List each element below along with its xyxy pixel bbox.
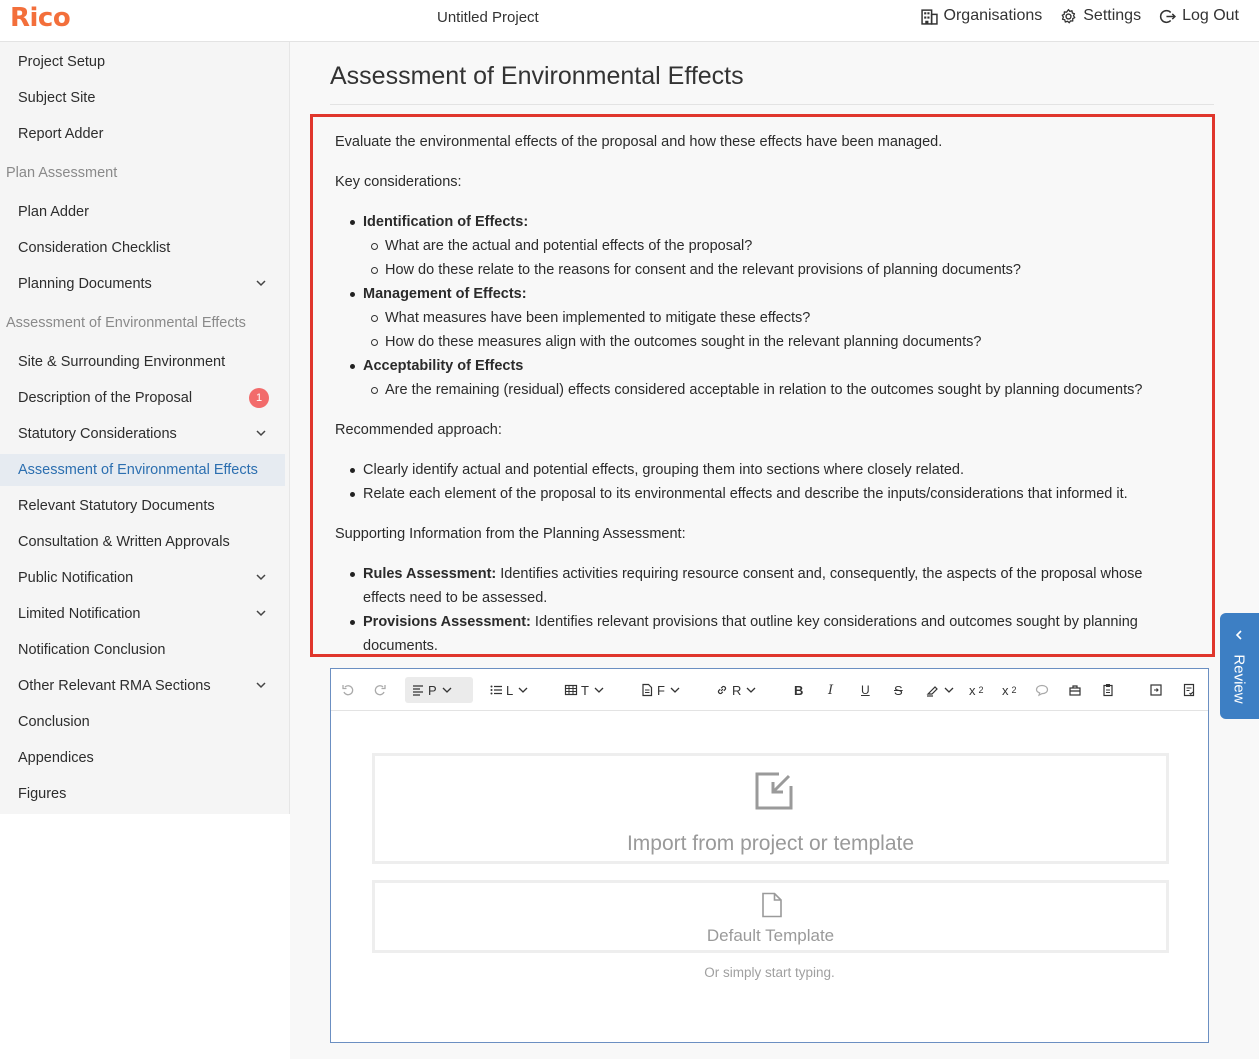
bold-button[interactable]: B — [794, 682, 804, 698]
guidance-panel — [310, 114, 1215, 657]
reference-label: R — [732, 682, 742, 698]
approach-heading: Recommended approach: — [335, 422, 502, 438]
chevron-left-icon — [1233, 629, 1245, 641]
italic-button[interactable]: I — [828, 682, 834, 698]
sidebar-item-label: Limited Notification — [18, 606, 141, 622]
toolbox-button[interactable] — [1068, 677, 1082, 703]
sidebar-item-limited-notification[interactable] — [0, 598, 285, 630]
subscript-label: x — [1002, 682, 1009, 698]
rich-text-editor[interactable] — [330, 668, 1209, 1043]
superscript-label: x — [969, 682, 976, 698]
chevron-down-icon[interactable] — [255, 679, 267, 691]
undo-button[interactable] — [341, 677, 355, 703]
clipboard-icon — [1101, 683, 1115, 697]
chevron-down-icon — [668, 683, 682, 697]
notification-badge: 1 — [249, 388, 269, 408]
supporting-heading: Supporting Information from the Planning Assessment: — [335, 526, 686, 542]
logout-link[interactable] — [1159, 7, 1239, 25]
sidebar-item-consultation[interactable] — [0, 526, 285, 558]
supporting-list — [335, 562, 1212, 658]
list-item-title: Provisions Assessment: — [363, 614, 531, 630]
chevron-down-icon[interactable] — [255, 277, 267, 289]
bullet-list-icon — [489, 683, 503, 697]
sidebar-item-label: Notification Conclusion — [18, 642, 166, 658]
sidebar-item-label: Report Adder — [18, 126, 104, 142]
default-template-label: Default Template — [706, 926, 835, 945]
review-doc-button[interactable] — [1182, 677, 1196, 703]
sub-list-item: Are the remaining (residual) effects considered acceptable in relation to the outcomes sought by planning documents? — [363, 378, 1212, 402]
header-nav — [921, 7, 1239, 25]
logout-label: Log Out — [1182, 7, 1239, 24]
sidebar-item-label: Assessment of Environmental Effects — [18, 462, 258, 478]
sidebar-item-label: Planning Documents — [18, 276, 152, 292]
list-item-title: Management of Effects: — [363, 286, 527, 302]
sidebar-item-label: Public Notification — [18, 570, 134, 586]
redo-button[interactable] — [373, 677, 387, 703]
editor-toolbar — [331, 669, 1208, 711]
sidebar-item-label: Project Setup — [18, 54, 106, 70]
sidebar — [0, 42, 290, 814]
chevron-down-icon[interactable] — [255, 607, 267, 619]
strikethrough-button[interactable]: S — [894, 682, 903, 698]
sidebar-footer-space — [0, 814, 290, 1059]
sidebar-item-label: Figures — [18, 786, 67, 802]
superscript-mark: 2 — [978, 685, 984, 695]
table-icon — [564, 683, 578, 697]
sidebar-item-aee-active[interactable] — [0, 454, 285, 486]
chevron-down-icon[interactable] — [255, 427, 267, 439]
comment-icon — [1035, 683, 1049, 697]
app-logo[interactable]: Rico — [10, 3, 71, 33]
table-label: T — [581, 682, 589, 698]
file-dropdown[interactable] — [640, 677, 682, 703]
page-title: Assessment of Environmental Effects — [330, 62, 744, 90]
chevron-down-icon — [592, 683, 606, 697]
sidebar-item-description-proposal[interactable] — [0, 382, 285, 414]
sidebar-item-statutory-considerations[interactable] — [0, 418, 285, 450]
list-item: Clearly identify actual and potential effects, grouping them into sections where closely related. — [335, 458, 1212, 482]
chevron-down-icon — [516, 683, 530, 697]
sidebar-item-plan-adder[interactable] — [0, 196, 285, 228]
sidebar-item-label: Plan Adder — [18, 204, 89, 220]
link-icon — [715, 683, 729, 697]
sidebar-item-label: Consideration Checklist — [18, 240, 171, 256]
key-considerations-heading: Key considerations: — [335, 174, 462, 190]
sidebar-item-label: Other Relevant RMA Sections — [18, 678, 211, 694]
top-bar — [0, 0, 1259, 42]
sidebar-item-report-adder[interactable] — [0, 118, 285, 150]
list-item — [335, 562, 1175, 610]
guidance-intro: Evaluate the environmental effects of the proposal and how these effects have been managed. — [335, 134, 943, 150]
chevron-down-icon[interactable] — [255, 571, 267, 583]
start-typing-hint: Or simply start typing. — [704, 965, 835, 980]
sidebar-item-label: Subject Site — [18, 90, 96, 106]
list-item — [335, 210, 1212, 282]
import-label: Import from project or template — [626, 832, 915, 855]
sidebar-item-subject-site[interactable] — [0, 82, 285, 114]
sidebar-item-label: Conclusion — [18, 714, 90, 730]
sidebar-item-label: Site & Surrounding Environment — [18, 354, 226, 370]
subscript-button[interactable] — [1002, 677, 1017, 703]
list-item-title: Rules Assessment: — [363, 566, 497, 582]
sub-list-item: What measures have been implemented to mitigate these effects? — [363, 306, 1212, 330]
sidebar-item-label: Appendices — [18, 750, 94, 766]
file-label: F — [657, 682, 665, 698]
sidebar-item-conclusion[interactable] — [0, 706, 285, 738]
sub-list-item: What are the actual and potential effects of the proposal? — [363, 234, 1212, 258]
sidebar-item-site-surrounding[interactable] — [0, 346, 285, 378]
import-template-button[interactable] — [372, 753, 1169, 864]
comment-button[interactable] — [1035, 677, 1049, 703]
list-item-title: Acceptability of Effects — [363, 358, 524, 374]
redo-icon — [373, 683, 387, 697]
list-dropdown[interactable] — [489, 677, 530, 703]
undo-icon — [341, 683, 355, 697]
organisations-label: Organisations — [943, 7, 1043, 24]
clipboard-button[interactable] — [1101, 677, 1115, 703]
list-item-text: Identifies relevant provisions that outline key considerations and outcomes sought by planning documents. — [363, 614, 1138, 654]
paragraph-style-label: P — [428, 682, 437, 698]
title-divider — [330, 104, 1214, 105]
sidebar-item-figures[interactable] — [0, 778, 285, 810]
highlighter-icon — [925, 683, 939, 697]
sidebar-item-label: Statutory Considerations — [18, 426, 177, 442]
chevron-down-icon — [440, 683, 454, 697]
review-label: Review — [1230, 654, 1248, 704]
table-dropdown[interactable] — [564, 677, 606, 703]
import-icon — [753, 770, 795, 812]
sidebar-item-project-setup[interactable] — [0, 46, 285, 78]
list-item-title: Identification of Effects: — [363, 214, 529, 230]
sidebar-item-planning-documents[interactable] — [0, 268, 285, 300]
sidebar-item-other-rma[interactable] — [0, 670, 285, 702]
paragraph-style-dropdown[interactable] — [405, 677, 473, 703]
sidebar-item-public-notification[interactable] — [0, 562, 285, 594]
chevron-down-icon — [744, 683, 758, 697]
sidebar-group-label: Assessment of Environmental Effects — [6, 315, 246, 331]
sidebar-item-label: Relevant Statutory Documents — [18, 498, 215, 514]
sub-list-item: How do these measures align with the outcomes sought in the relevant planning documents? — [363, 330, 1212, 354]
building-icon — [921, 8, 938, 25]
organisations-link[interactable] — [921, 7, 1043, 25]
sidebar-item-relevant-statutory-documents[interactable] — [0, 490, 285, 522]
sidebar-item-label: Description of the Proposal — [18, 390, 193, 406]
sidebar-item-appendices[interactable] — [0, 742, 285, 774]
align-left-icon — [411, 683, 425, 697]
list-item: Relate each element of the proposal to its environmental effects and describe the inputs/considerations that informed it. — [335, 482, 1212, 506]
sidebar-group-plan-assessment — [0, 157, 285, 189]
sidebar-item-label: Consultation & Written Approvals — [18, 534, 230, 550]
toolbox-icon — [1068, 683, 1082, 697]
default-template-button[interactable] — [372, 880, 1169, 953]
project-title: Untitled Project — [437, 9, 539, 26]
reference-dropdown[interactable] — [715, 677, 758, 703]
document-check-icon — [1182, 683, 1196, 697]
sidebar-group-aee — [0, 307, 285, 339]
insert-section-button[interactable] — [1149, 677, 1163, 703]
highlight-dropdown[interactable] — [925, 677, 956, 703]
settings-link[interactable] — [1060, 7, 1141, 25]
settings-label: Settings — [1083, 7, 1142, 24]
superscript-button[interactable] — [969, 677, 984, 703]
insert-icon — [1149, 683, 1163, 697]
file-icon — [640, 683, 654, 697]
chevron-down-icon — [942, 683, 956, 697]
sidebar-group-label: Plan Assessment — [6, 165, 118, 181]
review-tab[interactable] — [1220, 613, 1259, 719]
list-item — [335, 282, 1212, 354]
logout-icon — [1159, 8, 1176, 25]
list-item-text: Identifies activities requiring resource consent and, consequently, the aspects of the proposal whose effects need to be assessed. — [363, 566, 1143, 606]
subscript-mark: 2 — [1011, 685, 1017, 695]
sidebar-item-notification-conclusion[interactable] — [0, 634, 285, 666]
list-item — [335, 610, 1175, 658]
sidebar-item-consideration-checklist[interactable] — [0, 232, 285, 264]
list-item — [335, 354, 1212, 402]
approach-list — [335, 458, 1212, 506]
key-considerations-list — [335, 210, 1212, 402]
list-label: L — [506, 682, 514, 698]
sub-list-item: How do these relate to the reasons for consent and the relevant provisions of planning documents? — [363, 258, 1212, 282]
underline-button[interactable]: U — [861, 683, 870, 697]
gear-icon — [1060, 8, 1077, 25]
blank-document-icon — [761, 892, 783, 918]
